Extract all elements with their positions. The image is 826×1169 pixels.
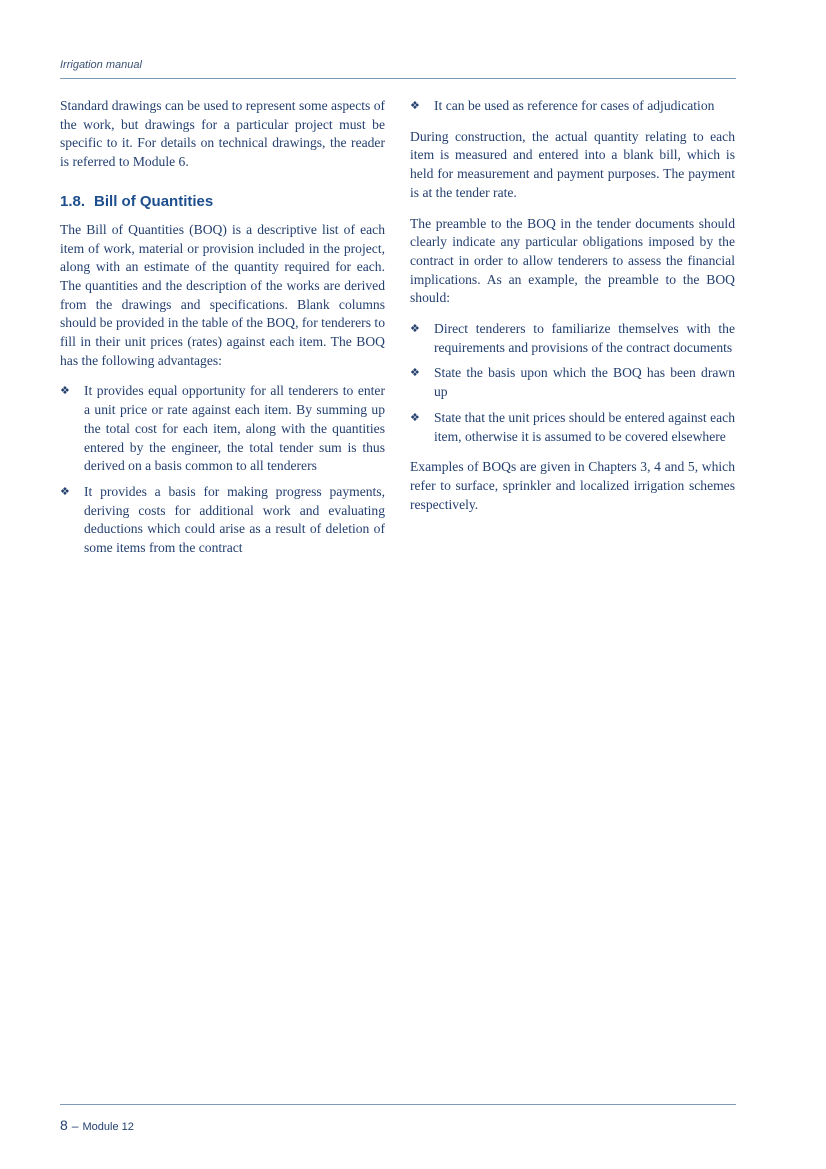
examples-paragraph: Examples of BOQs are given in Chapters 3, 4 and 5, which refer to surface, sprinkler and localized irrigation schemes respectively. — [410, 459, 735, 512]
section-heading — [60, 192, 385, 212]
page-footer — [60, 1104, 736, 1133]
list-item-text: State the basis upon which the BOQ has been drawn up — [434, 365, 735, 400]
list-item-text: It can be used as reference for cases of adjudication — [434, 98, 715, 113]
list-item — [60, 382, 385, 476]
diamond-bullet-icon: ❖ — [410, 322, 420, 336]
list-item — [410, 97, 735, 116]
section-number: 1.8. — [60, 192, 86, 210]
preamble-list — [410, 320, 735, 446]
section-title: Bill of Quantities — [94, 192, 214, 210]
left-column — [60, 97, 385, 570]
diamond-bullet-icon: ❖ — [410, 99, 420, 112]
diamond-bullet-icon: ❖ — [60, 484, 70, 498]
list-item — [410, 409, 735, 446]
diamond-bullet-icon: ❖ — [410, 366, 420, 380]
footer-separator: – — [71, 1119, 79, 1133]
list-item-text: State that the unit prices should be entered against each item, otherwise it is assumed to be covered elsewhere — [434, 409, 735, 444]
diamond-bullet-icon: ❖ — [410, 410, 420, 424]
list-item — [410, 320, 735, 357]
right-column — [410, 97, 735, 526]
diamond-bullet-icon: ❖ — [60, 384, 70, 398]
construction-paragraph: During construction, the actual quantity relating to each item is measured and entered into a blank bill, which is held for measurement and payment purposes. The payment is at the tender rate. — [410, 128, 735, 200]
advantages-list-continued — [410, 97, 735, 116]
footer-text — [60, 1117, 134, 1135]
list-item — [60, 483, 385, 558]
advantages-list — [60, 382, 385, 557]
page-header — [60, 58, 736, 79]
preamble-paragraph: The preamble to the BOQ in the tender documents should clearly indicate any particular obligations imposed by the contract in order to allow tenderers to assess the financial implications. As an example, the preamble to the BOQ should: — [410, 215, 735, 306]
header-title: Irrigation manual — [60, 59, 142, 71]
page-number: 8 — [60, 1117, 68, 1133]
boq-paragraph: The Bill of Quantities (BOQ) is a descriptive list of each item of work, material or provision included in the project, along with an estimate of the quantity required for each. The quantities and the description of the works are derived from the drawings and specifications. Blank columns should be provided in the table of the BOQ, for tenderers to fill in their unit prices (rates) against each item. The BOQ has the following advantages: — [60, 221, 385, 368]
module-label: Module 12 — [82, 1121, 134, 1133]
list-item-text: It provides a basis for making progress payments, deriving costs for additional work and evaluating deductions which could arise as a result of deletion of some items from the contract — [84, 483, 385, 556]
list-item-text: Direct tenderers to familiarize themselves with the requirements and provisions of the contract documents — [434, 321, 735, 355]
list-item — [410, 364, 735, 401]
list-item-text: It provides equal opportunity for all tenderers to enter a unit price or rate against each item. By summing up the total cost for each item, along with the quantities entered by the engineer, the total tender sum is thus derived on a basis common to all tenderers — [84, 383, 385, 474]
intro-paragraph: Standard drawings can be used to represent some aspects of the work, but drawings for a particular project must be specific to it. For details on technical drawings, the reader is referred to Module 6. — [60, 98, 386, 170]
